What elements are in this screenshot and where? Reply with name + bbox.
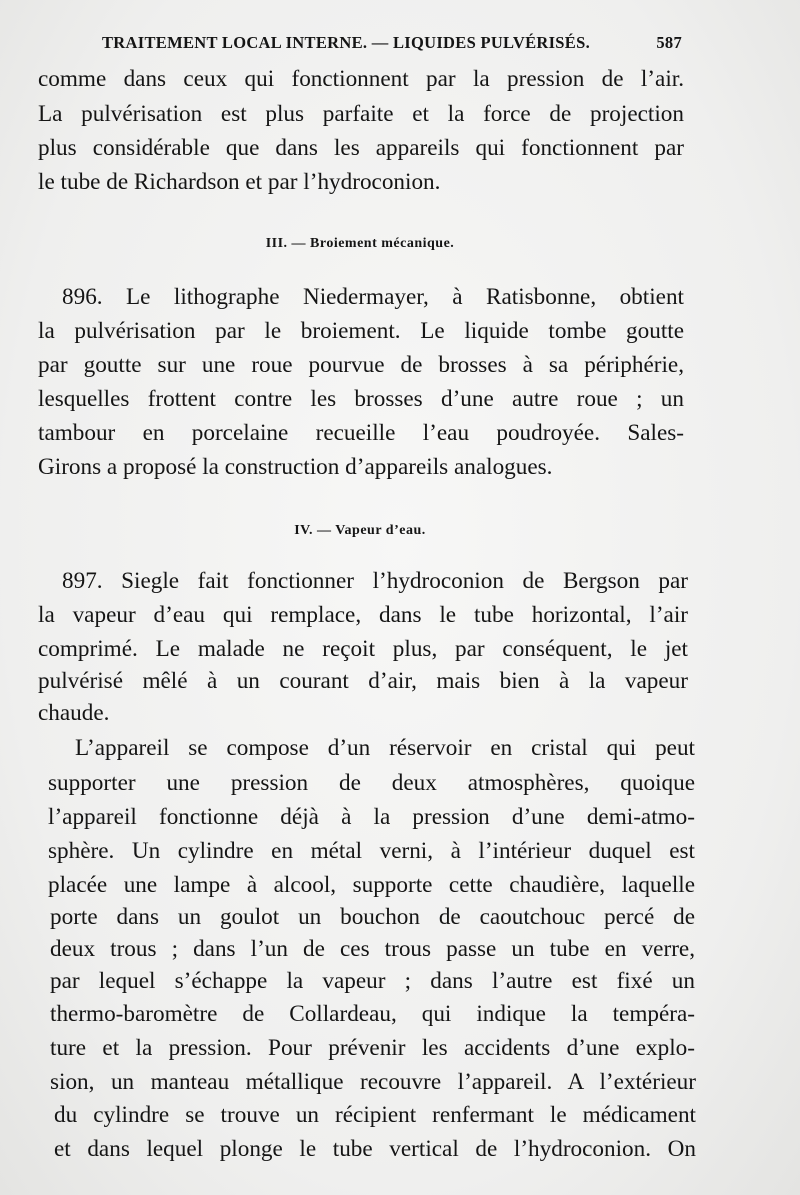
- text-line: thermo-baromètre de Collardeau, qui indique la tempéra-: [50, 1001, 695, 1027]
- section-heading: IV. — Vapeur d’eau.: [294, 523, 426, 538]
- text-line: pulvérisé mêlé à un courant d’air, mais bien à la vapeur: [38, 668, 688, 694]
- text-line: par lequel s’échappe la vapeur ; dans l’autre est fixé un: [50, 968, 695, 994]
- text-line: deux trous ; dans l’un de ces trous passe un tube en verre,: [50, 936, 695, 962]
- text-line: L’appareil se compose d’un réservoir en cristal qui peut: [75, 735, 695, 761]
- text-line: placée une lampe à alcool, supporte cette chaudière, laquelle: [48, 872, 695, 898]
- text-line: ture et la pression. Pour prévenir les accidents d’une explo-: [50, 1035, 695, 1061]
- text-line: comprimé. Le malade ne reçoit plus, par conséquent, le jet: [38, 636, 688, 662]
- text-line: la pulvérisation par le broiement. Le liquide tombe goutte: [38, 318, 684, 344]
- text-line: supporter une pression de deux atmosphères, quoique: [48, 770, 695, 796]
- text-line: sphère. Un cylindre en métal verni, à l’intérieur duquel est: [48, 838, 695, 864]
- text-line: l’appareil fonctionne déjà à la pression d’une demi-atmo-: [48, 804, 695, 830]
- text-line: sion, un manteau métallique recouvre l’appareil. A l’extérieur: [50, 1069, 696, 1095]
- text-line: La pulvérisation est plus parfaite et la force de projection: [38, 101, 684, 127]
- text-line: et dans lequel plonge le tube vertical de l’hydroconion. On: [54, 1136, 696, 1162]
- text-line: le tube de Richardson et par l’hydroconion.: [38, 169, 441, 195]
- text-line: par goutte sur une roue pourvue de brosses à sa périphérie,: [38, 352, 684, 378]
- section-heading: III. — Broiement mécanique.: [265, 236, 455, 251]
- page-number: 587: [656, 33, 682, 52]
- text-line: du cylindre se trouve un récipient renfermant le médicament: [54, 1102, 696, 1128]
- text-line: porte dans un goulot un bouchon de caoutchouc percé de: [50, 904, 695, 930]
- running-head: [102, 33, 682, 53]
- text-line: tambour en porcelaine recueille l’eau poudroyée. Sales-: [38, 420, 684, 446]
- text-line: comme dans ceux qui fonctionnent par la pression de l’air.: [38, 66, 684, 92]
- text-line: 896. Le lithographe Niedermayer, à Ratisbonne, obtient: [62, 284, 684, 310]
- text-line: chaude.: [38, 700, 110, 726]
- text-line: 897. Siegle fait fonctionner l’hydroconion de Bergson par: [62, 568, 688, 594]
- text-line: lesquelles frottent contre les brosses d’une autre roue ; un: [38, 386, 684, 412]
- running-head-title: TRAITEMENT LOCAL INTERNE. — LIQUIDES PULVÉRISÉS.: [102, 33, 590, 52]
- text-line: plus considérable que dans les appareils qui fonctionnent par: [38, 135, 684, 161]
- text-line: Girons a proposé la construction d’appareils analogues.: [38, 454, 553, 480]
- text-line: la vapeur d’eau qui remplace, dans le tube horizontal, l’air: [38, 602, 688, 628]
